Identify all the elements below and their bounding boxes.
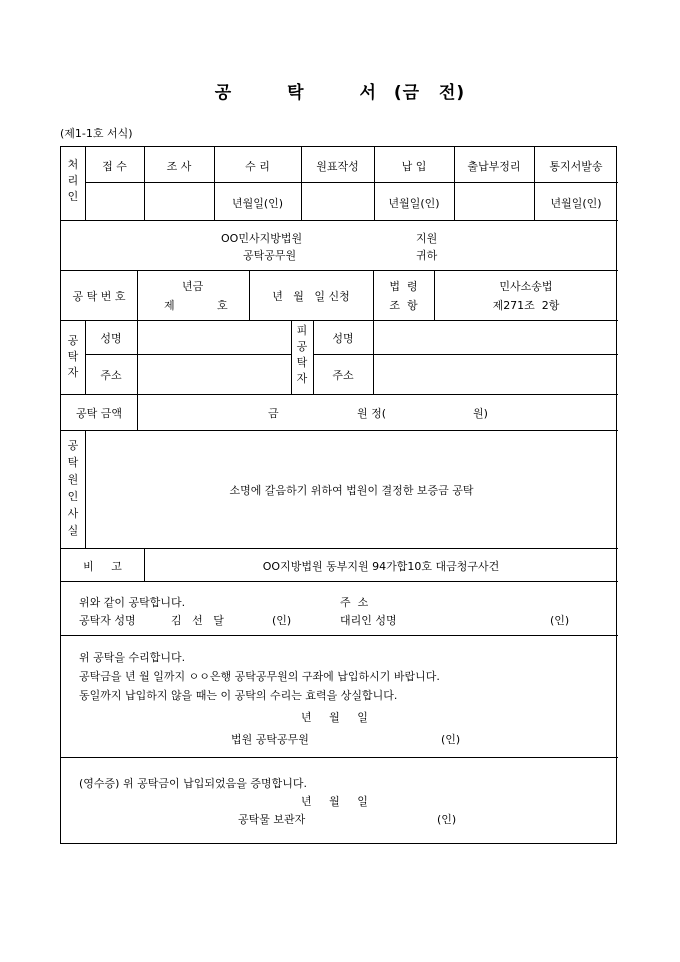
receipt-keeper: 공탁물 보관자	[238, 813, 306, 826]
article-label: 조 항	[389, 299, 418, 312]
grid-line	[313, 354, 618, 355]
header-notice: 통지서발송	[549, 160, 603, 173]
address-label: 주 소	[340, 596, 369, 609]
date-acceptance: 년월일(인)	[231, 197, 284, 210]
grid-line	[61, 394, 618, 395]
receipt-date: 년 월 일	[301, 795, 368, 808]
agent-seal: (인)	[550, 614, 570, 627]
title-char: 서	[359, 83, 377, 103]
date-payment: 년월일(인)	[388, 197, 440, 210]
header-acceptance: 수 리	[245, 160, 270, 173]
grid-line	[61, 581, 618, 582]
header-ledger-entry: 원표작성	[316, 160, 359, 173]
processing-label: 처 리 인	[67, 158, 79, 203]
acceptance-seal: (인)	[441, 733, 461, 746]
grid-line	[137, 270, 138, 320]
date-notice: 년월일(인)	[550, 197, 602, 210]
year-case: 년금	[182, 280, 204, 293]
depositee-label: 피 공 탁 자	[296, 324, 308, 385]
form-number: (제1-1호 서식)	[60, 127, 133, 140]
amount-label: 공탁 금액	[75, 407, 122, 420]
depositor-label: 공 탁 자	[67, 334, 79, 379]
document-title	[0, 78, 680, 103]
grid-line	[61, 430, 618, 431]
grid-line	[61, 320, 618, 321]
depositee-address-label: 주소	[332, 369, 354, 382]
officer-label: 공탁공무원	[243, 249, 297, 262]
number-suffix: 호	[217, 299, 228, 312]
depositor-name-label: 성명	[100, 332, 122, 345]
court-name: OO민사지방법원	[221, 232, 303, 245]
receipt-line: (영수증) 위 공탁금이 납입되었음을 증명합니다.	[79, 777, 307, 790]
amount-close: 원)	[473, 407, 488, 420]
law-name: 민사소송법	[499, 280, 553, 293]
grid-line	[137, 320, 138, 394]
remarks-label: 비 고	[83, 560, 122, 573]
acceptance-line-1: 위 공탁을 수리합니다.	[79, 651, 186, 664]
deposit-form	[60, 146, 617, 844]
grid-line	[85, 182, 618, 183]
application-date: 년 월 일 신청	[272, 290, 350, 303]
cause-label: 공 탁 원 인 사 실	[67, 439, 79, 537]
grid-line	[61, 270, 618, 271]
declaration-text: 위와 같이 공탁합니다.	[79, 596, 186, 609]
grid-line	[373, 320, 374, 394]
depositee-name-label: 성명	[332, 332, 354, 345]
title-char: 공	[214, 83, 233, 103]
depositor-name: 김 선 달	[171, 614, 224, 627]
title-char: (금	[393, 83, 421, 103]
receipt-seal: (인)	[437, 813, 457, 826]
law-article: 제271조 2항	[492, 299, 560, 312]
depositor-address-label: 주소	[100, 369, 122, 382]
acceptance-officer: 법원 공탁공무원	[231, 733, 309, 746]
grid-line	[61, 220, 618, 221]
title-char: 탁	[287, 83, 305, 103]
number-prefix: 제	[164, 299, 175, 312]
grid-line	[137, 394, 138, 430]
law-label: 법 령	[389, 280, 418, 293]
amount-prefix: 금	[268, 407, 279, 420]
header-cashbook: 출납부정리	[467, 160, 521, 173]
cause-text: 소명에 갈음하기 위하여 법원이 결정한 보증금 공탁	[229, 484, 474, 497]
grid-line	[85, 354, 291, 355]
remarks-text: OO지방법원 동부지원 94가합10호 대금청구사건	[262, 560, 500, 573]
title-char: 전)	[439, 83, 466, 103]
branch-label: 지원	[416, 232, 438, 245]
deposit-number-label: 공 탁 번 호	[72, 290, 126, 303]
acceptance-line-2: 공탁금을 년 월 일까지 ㅇㅇ은행 공탁공무원의 구좌에 납입하시기 바랍니다.	[79, 670, 440, 683]
amount-suffix: 원 정(	[357, 407, 387, 420]
header-receipt: 접 수	[102, 160, 127, 173]
acceptance-date: 년 월 일	[301, 711, 368, 724]
honorific: 귀하	[416, 249, 438, 262]
header-inspection: 조 사	[166, 160, 192, 173]
header-payment: 납 입	[401, 160, 427, 173]
depositor-seal: (인)	[272, 614, 292, 627]
grid-line	[61, 757, 618, 758]
grid-line	[61, 635, 618, 636]
depositor-name-caption: 공탁자 성명	[79, 614, 136, 627]
agent-name-caption: 대리인 성명	[340, 614, 397, 627]
acceptance-line-3: 동일까지 납입하지 않을 때는 이 공탁의 수리는 효력을 상실합니다.	[79, 689, 398, 702]
